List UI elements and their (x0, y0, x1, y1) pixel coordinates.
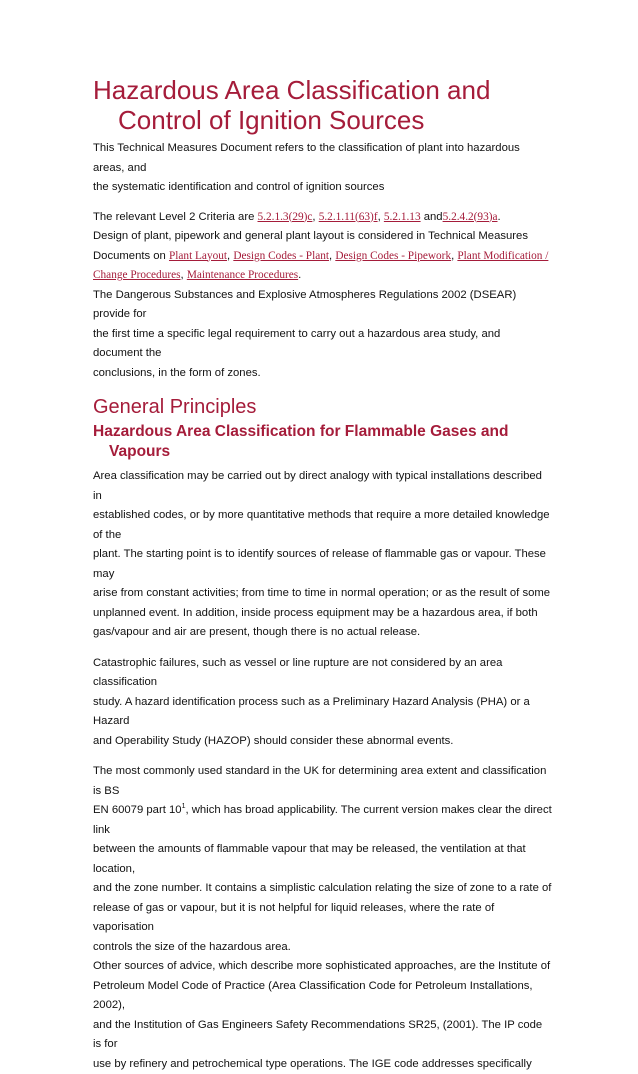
separator: , (451, 250, 457, 262)
dsear-line: conclusions, in the form of zones. (93, 364, 553, 384)
para-line: controls the size of the hazardous area. (93, 938, 553, 958)
para-line: and Operability Study (HAZOP) should consider these abnormal events. (93, 732, 553, 752)
catastrophic-failures-paragraph (93, 654, 553, 752)
para-line: Petroleum Model Code of Practice (Area Classification Code for Petroleum Installations, 2002), (93, 977, 553, 1016)
criteria-link-1[interactable]: 5.2.1.3(29)c (258, 211, 313, 223)
footnote-ref: 1 (182, 803, 186, 810)
para-line: use by refinery and petrochemical type operations. The IGE code addresses specifically (93, 1055, 553, 1074)
criteria-line (93, 208, 553, 228)
para-line: between the amounts of flammable vapour that may be released, the ventilation at that location, (93, 840, 553, 879)
para-line: unplanned event. In addition, inside process equipment may be a hazardous area, if both (93, 604, 553, 624)
period: . (298, 269, 301, 281)
separator: and (421, 211, 443, 223)
para-line: The most commonly used standard in the UK for determining area extent and classification is BS (93, 762, 553, 801)
documents-line-2 (93, 266, 553, 286)
dsear-line: The Dangerous Substances and Explosive Atmospheres Regulations 2002 (DSEAR) provide for (93, 286, 553, 325)
separator: , (329, 250, 335, 262)
separator: , (378, 211, 384, 223)
criteria-paragraph (93, 208, 553, 384)
subsection-line-1: Hazardous Area Classification for Flammable Gases and (93, 423, 508, 440)
plant-layout-link[interactable]: Plant Layout (169, 250, 227, 262)
design-line: Design of plant, pipework and general plant layout is considered in Technical Measures (93, 227, 553, 247)
criteria-link-2[interactable]: 5.2.1.11(63)f (319, 211, 378, 223)
para-line: Other sources of advice, which describe more sophisticated approaches, are the Institute of (93, 957, 553, 977)
design-codes-plant-link[interactable]: Design Codes - Plant (233, 250, 329, 262)
criteria-text: The relevant Level 2 Criteria are (93, 211, 258, 223)
para-line: plant. The starting point is to identify sources of release of flammable gas or vapour. These may (93, 545, 553, 584)
para-line: study. A hazard identification process such as a Preliminary Hazard Analysis (PHA) or a Hazard (93, 693, 553, 732)
dsear-line: the first time a specific legal requirement to carry out a hazardous area study, and document the (93, 325, 553, 364)
para-line: Area classification may be carried out by direct analogy with typical installations described in (93, 467, 553, 506)
period: . (498, 211, 501, 223)
criteria-link-3[interactable]: 5.2.1.13 (384, 211, 421, 223)
intro-paragraph (93, 139, 553, 198)
intro-line: the systematic identification and control of ignition sources (93, 178, 553, 198)
criteria-link-4[interactable]: 5.2.4.2(93)a (443, 211, 498, 223)
para-line: and the Institution of Gas Engineers Safety Recommendations SR25, (2001). The IP code is for (93, 1016, 553, 1055)
standard-name: EN 60079 part 10 (93, 804, 182, 816)
section-heading: General Principles (93, 395, 553, 419)
documents-text: Documents on (93, 250, 169, 262)
title-line-2: Control of Ignition Sources (93, 105, 553, 135)
documents-line (93, 247, 553, 267)
page-title (93, 75, 553, 135)
para-line: gas/vapour and air are present, though there is no actual release. (93, 623, 553, 643)
title-line-1: Hazardous Area Classification and (93, 75, 553, 105)
standards-paragraph (93, 762, 553, 1074)
para-line: and the zone number. It contains a simplistic calculation relating the size of zone to a rate of (93, 879, 553, 899)
para-line: established codes, or by more quantitative methods that require a more detailed knowledge of the (93, 506, 553, 545)
subsection-line-2: Vapours (93, 442, 553, 462)
maintenance-procedures-link[interactable]: Maintenance Procedures (187, 269, 298, 281)
separator: , (181, 269, 187, 281)
plant-modification-link[interactable]: Plant Modification / (457, 250, 548, 262)
intro-line: This Technical Measures Document refers to the classification of plant into hazardous areas, and (93, 139, 553, 178)
design-codes-pipework-link[interactable]: Design Codes - Pipework (335, 250, 451, 262)
para-line: release of gas or vapour, but it is not helpful for liquid releases, where the rate of vaporisation (93, 899, 553, 938)
change-procedures-link[interactable]: Change Procedures (93, 269, 181, 281)
separator: , (227, 250, 233, 262)
standard-text: , which has broad applicability. The current version makes clear the direct link (93, 804, 552, 836)
para-line: arise from constant activities; from time to time in normal operation; or as the result of some (93, 584, 553, 604)
document-page (93, 75, 553, 1074)
separator: , (312, 211, 318, 223)
area-classification-paragraph (93, 467, 553, 643)
subsection-heading (93, 422, 553, 462)
para-line: Catastrophic failures, such as vessel or line rupture are not considered by an area classification (93, 654, 553, 693)
para-line (93, 801, 553, 840)
